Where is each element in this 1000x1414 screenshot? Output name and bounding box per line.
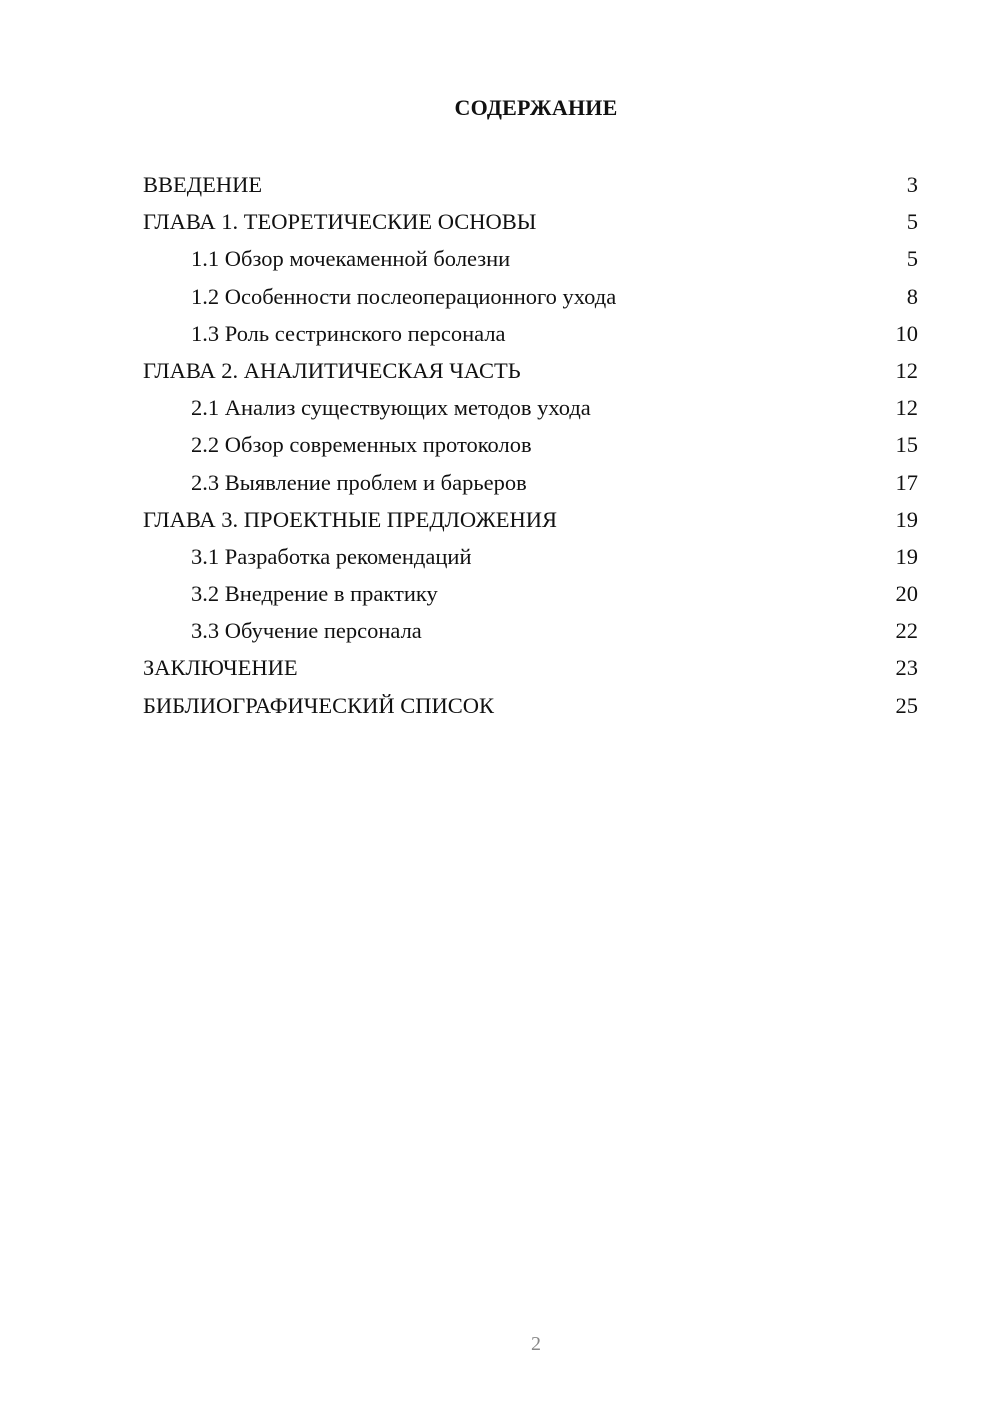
toc-entry [143, 315, 918, 352]
toc-entry [143, 687, 918, 724]
toc-entry-page: 17 [895, 469, 918, 495]
toc-entry-title: 1.2 Особенности послеоперационного ухода [191, 283, 617, 309]
toc-entry-page: 22 [895, 618, 918, 644]
toc-entry-page: 15 [895, 432, 918, 458]
toc-entry [143, 352, 918, 389]
toc-entry-title: 2.3 Выявление проблем и барьеров [191, 469, 527, 495]
toc-entry-page: 12 [895, 395, 918, 421]
toc-entry-page: 5 [906, 246, 918, 272]
toc-entry [143, 240, 918, 277]
toc-entry [143, 575, 918, 612]
toc-entry [143, 166, 918, 203]
toc-entry-title: ГЛАВА 2. АНАЛИТИЧЕСКАЯ ЧАСТЬ [143, 357, 521, 383]
toc-entry-page: 12 [895, 357, 918, 383]
toc-entry-page: 8 [906, 283, 918, 309]
toc-entry [143, 538, 918, 575]
toc-entry [143, 278, 918, 315]
toc-entry-title: ВВЕДЕНИЕ [143, 172, 263, 197]
toc-entry-title: ЗАКЛЮЧЕНИЕ [143, 655, 298, 681]
toc-entry [143, 426, 918, 463]
toc-entry-title: 1.1 Обзор мочекаменной болезни [191, 246, 511, 272]
toc-entry-title: 3.3 Обучение персонала [191, 618, 422, 644]
toc-entry-page: 5 [906, 209, 918, 235]
toc-entry-title: 3.1 Разработка рекомендаций [191, 543, 472, 569]
toc-entry [143, 203, 918, 240]
toc-entry-page: 10 [895, 320, 918, 346]
toc-entry [143, 612, 918, 649]
toc-entry [143, 649, 918, 686]
toc-entry-title: 3.2 Внедрение в практику [191, 581, 438, 607]
toc-entry [143, 389, 918, 426]
table-of-contents [143, 166, 918, 724]
toc-entry-page: 19 [895, 506, 918, 532]
page-number: 2 [531, 1333, 541, 1355]
toc-entry-page: 25 [895, 692, 918, 718]
toc-entry [143, 501, 918, 538]
toc-entry-page: 19 [895, 543, 918, 569]
toc-entry-title: 1.3 Роль сестринского персонала [191, 320, 506, 346]
toc-entry-title: 2.2 Обзор современных протоколов [191, 432, 532, 458]
toc-entry-page: 23 [895, 655, 918, 681]
toc-entry-page: 20 [895, 581, 918, 607]
toc-entry-title: БИБЛИОГРАФИЧЕСКИЙ СПИСОК [143, 692, 495, 718]
toc-entry [143, 464, 918, 501]
toc-entry-title: ГЛАВА 3. ПРОЕКТНЫЕ ПРЕДЛОЖЕНИЯ [143, 506, 558, 532]
toc-entry-title: ГЛАВА 1. ТЕОРЕТИЧЕСКИЕ ОСНОВЫ [143, 209, 537, 235]
page-title: СОДЕРЖАНИЕ [454, 95, 618, 120]
toc-entry-page: 3 [906, 172, 918, 197]
toc-entry-title: 2.1 Анализ существующих методов ухода [191, 395, 591, 421]
